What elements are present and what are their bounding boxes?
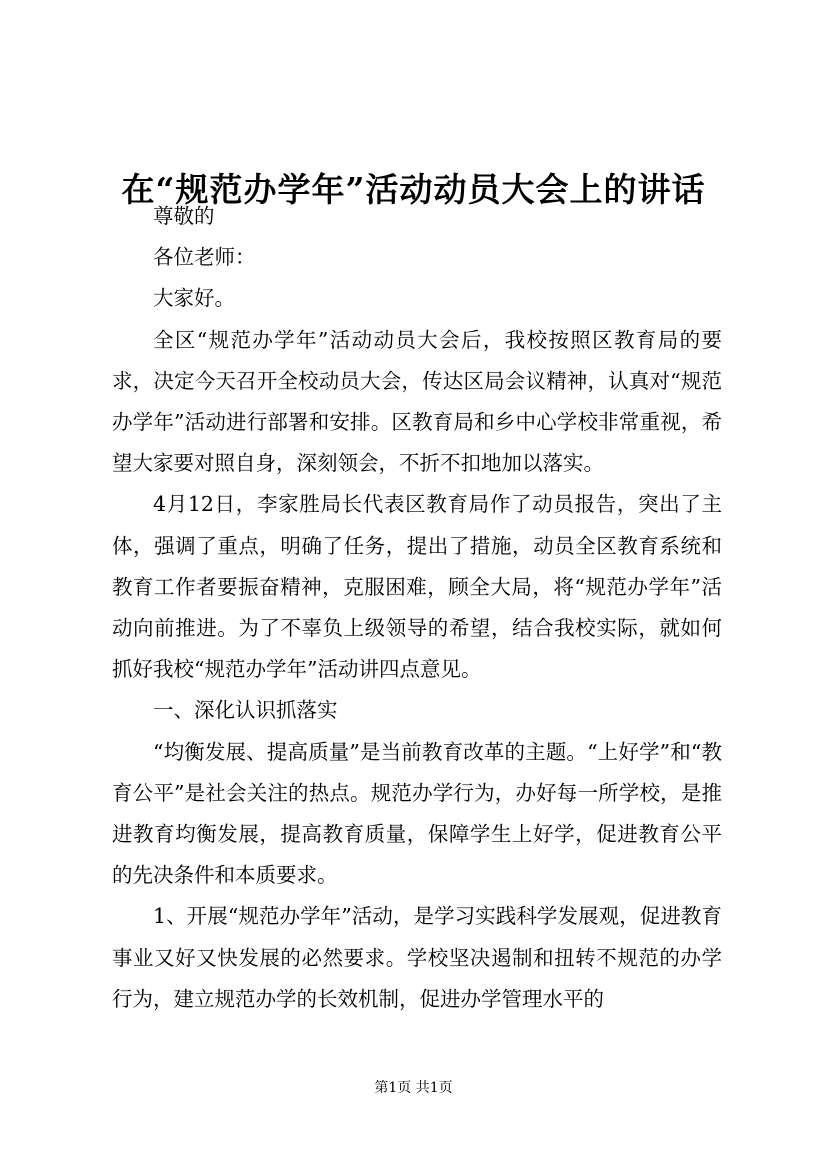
document-body: [112, 196, 722, 1020]
body-paragraph: 1、开展“规范办学年”活动，是学习实践科学发展观，促进教育事业又好又快发展的必然要求。学校坚决遏制和扭转不规范的办学行为，建立规范办学的长效机制，促进办学管理水平的: [112, 904, 722, 1011]
body-paragraph: “均衡发展、提高质量”是当前教育改革的主题。“上好学”和“教育公平”是社会关注的热点。规范办学行为，办好每一所学校，是推进教育均衡发展，提高教育质量，保障学生上好学，促进教育公平的先决条件和本质要求。: [112, 739, 722, 888]
salutation-audience: 各位老师：: [153, 245, 256, 270]
page-footer: 第1页 共1页: [374, 1080, 453, 1096]
document-title: 在“规范办学年”活动动员大会上的讲话: [121, 170, 706, 210]
body-paragraph: 全区“规范办学年”活动动员大会后，我校按照区教育局的要求，决定今天召开全校动员大会，传达区局会议精神，认真对“规范办学年”活动进行部署和安排。区教育局和乡中心学校非常重视，希望大家要对照自身，深刻领会，不折不扣地加以落实。: [112, 327, 722, 476]
section-heading: 一、深化认识抓落实: [153, 698, 338, 723]
body-paragraph: 4月12日，李家胜局长代表区教育局作了动员报告，突出了主体，强调了重点，明确了任务，提出了措施，动员全区教育系统和教育工作者要振奋精神，克服困难，顾全大局，将“规范办学年”活动向前推进。为了不辜负上级领导的希望，结合我校实际，就如何抓好我校“规范办学年”活动讲四点意见。: [112, 492, 722, 682]
greeting: 大家好。: [153, 286, 235, 311]
salutation-line: 尊敬的: [153, 204, 215, 228]
